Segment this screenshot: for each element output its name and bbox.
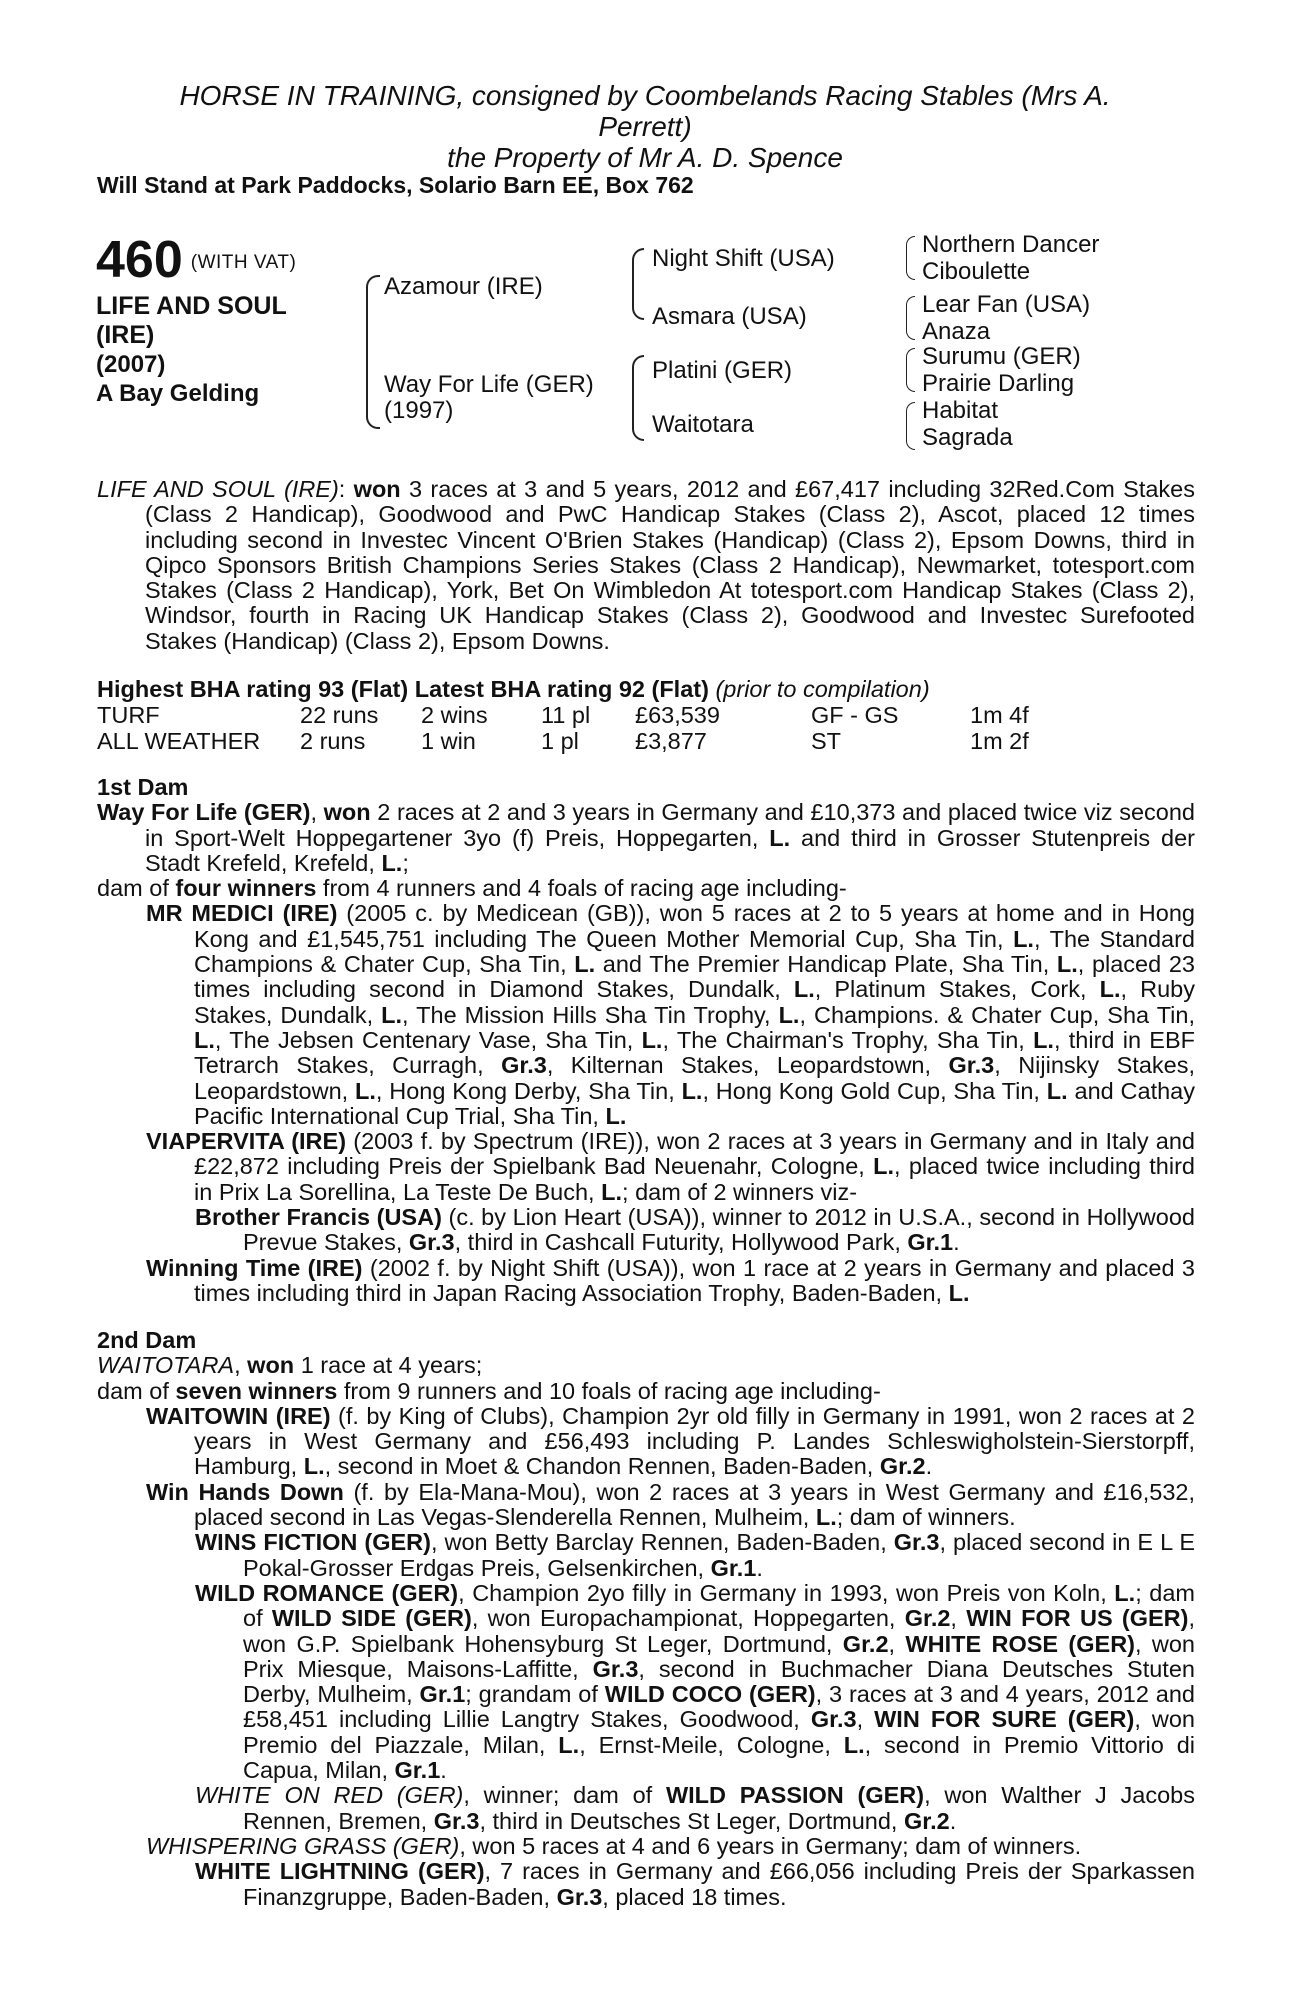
dam-year: (1997) <box>384 397 454 424</box>
text-run: . <box>953 1229 960 1256</box>
text-run: ; grandam of <box>465 1681 605 1708</box>
text-run: L. <box>194 1026 215 1053</box>
text-run: Gr.2 <box>842 1630 889 1657</box>
text-run: L. <box>681 1077 703 1104</box>
text-run: (f. by King of Clubs), Champion 2yr old filly in Germany in 1991, won 2 races at 2 years in West Germany and £56,493 including P. Landes Schleswigholstein-Sierstorpff, Hamburg, <box>194 1402 1195 1480</box>
pedigree-brace-sire <box>632 248 644 320</box>
gen3-4: Anaza <box>922 318 991 345</box>
horse-name-block <box>96 292 336 408</box>
text-run: Gr.3 <box>893 1529 940 1556</box>
text-run: L. <box>1114 1579 1136 1606</box>
horse-name-line-2: (IRE) <box>96 321 155 349</box>
text-run: L. <box>1056 951 1078 978</box>
bha-rating <box>97 677 1195 702</box>
progeny-viapervita <box>97 1129 1195 1205</box>
text-run: Gr.2 <box>903 1807 950 1834</box>
text-run: WINS FICTION (GER) <box>195 1529 431 1556</box>
gen3-6: Prairie Darling <box>922 370 1075 397</box>
text-run: WILD COCO (GER) <box>604 1681 816 1708</box>
text-run: from 9 runners and 10 foals of racing age including- <box>337 1377 881 1404</box>
text-run: L. <box>303 1453 325 1480</box>
text-run: ; dam of <box>243 1579 1195 1632</box>
race-record <box>97 477 1195 654</box>
text-run: . <box>440 1757 447 1784</box>
gen3-7: Habitat <box>922 397 999 424</box>
stats-prize: £3,877 <box>635 728 707 754</box>
gen3-8: Sagrada <box>922 424 1013 451</box>
progeny-white-lightning <box>97 1859 1195 1910</box>
progeny-wild-romance <box>97 1581 1195 1783</box>
progeny-brother-francis <box>97 1205 1195 1256</box>
text-run: . <box>756 1554 763 1581</box>
text-run: , 3 races at 3 and 4 years, 2012 and £58,451 including Lillie Langtry Stakes, Goodwood, <box>243 1681 1195 1733</box>
text-run: , won Walther J Jacobs Rennen, Bremen, <box>243 1782 1196 1834</box>
text-run: L. <box>641 1026 663 1053</box>
text-run: Gr.3 <box>408 1229 455 1256</box>
text-run: , 7 races in Germany and £66,056 including Preis der Sparkassen Finanzgruppe, Baden-Baden, <box>243 1858 1195 1910</box>
text-run: , second in Buchmacher Diana Deutsches Stuten Derby, Mulheim, <box>243 1655 1195 1708</box>
header-line-3: the Property of Mr A. D. Spence <box>447 142 843 173</box>
text-run: , Hong Kong Gold Cup, Sha Tin, <box>702 1077 1047 1104</box>
text-run: , placed 18 times. <box>602 1883 787 1910</box>
text-run: L. <box>1046 1077 1068 1104</box>
dam-sire: Platini (GER) <box>652 357 793 384</box>
text-run: (c. by Lion Heart (USA)), winner to 2012 in U.S.A., second in Hollywood Prevue Stakes, <box>243 1204 1195 1256</box>
text-run: Way For Life (GER) <box>97 799 311 826</box>
text-run: WHISPERING GRASS (GER) <box>146 1832 460 1859</box>
text-run: . <box>925 1453 933 1480</box>
text-run: Gr.3 <box>810 1706 857 1733</box>
text-run: L. <box>605 1102 627 1129</box>
text-run: L. <box>1099 976 1121 1003</box>
pedigree-brace-g3 <box>906 348 915 392</box>
text-run: , third in Deutsches St Leger, Dortmund, <box>479 1807 904 1834</box>
text-run: and third in Grosser Stutenpreis der Stadt Krefeld, Krefeld, <box>145 824 1195 876</box>
text-run: , won Betty Barclay Rennen, Baden-Baden, <box>430 1529 894 1556</box>
text-run: Gr.1 <box>710 1554 757 1581</box>
text-run: MR MEDICI (IRE) <box>146 900 338 927</box>
text-run: WILD PASSION (GER) <box>665 1782 925 1809</box>
progeny-win-hands-down <box>97 1480 1195 1531</box>
text-run: (2003 f. by Spectrum (IRE)), won 2 races at 3 years in Germany and in Italy and £22,872 including Preis der Spielbank Bad Neuenahr, Cologne, <box>194 1128 1195 1180</box>
record-text: 3 races at 3 and 5 years, 2012 and £67,417 including 32Red.Com Stakes (Class 2 Handicap), Goodwood and PwC Handicap Stakes (Class 2), Ascot, placed 12 times including second in Investec Vincent O'Brien Stakes (Handicap) (Class 2), Epsom Downs, third in Qipco Sponsors British Champions Series Stakes (Class 2 Handicap), Newmarket, totesport.com Stakes (Class 2 Handicap), York, Bet On Wimbledon At totesport.com Handicap Stakes (Class 2), Windsor, fourth in Racing UK Handicap Stakes (Class 2), Goodwood and Investec Surefooted Stakes (Handicap) (Class 2), Epsom Downs. <box>145 476 1195 654</box>
text-run: , second in Premio Vittorio di Capua, Milan, <box>243 1731 1196 1784</box>
rating-text: Highest BHA rating 93 (Flat) Latest BHA rating 92 (Flat) <box>97 676 709 702</box>
text-run: , placed twice including third in Prix La Sorellina, La Teste De Buch, <box>194 1153 1195 1205</box>
gen3-1: Northern Dancer <box>922 231 1100 258</box>
gen3-2: Ciboulette <box>922 258 1031 285</box>
text-run: , <box>888 1630 906 1657</box>
text-run: Gr.3 <box>948 1052 995 1079</box>
text-run: L. <box>1033 1026 1054 1053</box>
text-run: , Kilternan Stakes, Leopardstown, <box>546 1052 949 1079</box>
stats-distance: 1m 2f <box>970 728 1029 754</box>
text-run: Gr.1 <box>419 1681 466 1708</box>
stats-distance: 1m 4f <box>970 702 1029 728</box>
text-run: 1 race at 4 years; <box>294 1352 483 1379</box>
text-run: L. <box>815 1504 837 1531</box>
text-run: WHITE ROSE (GER) <box>905 1630 1136 1657</box>
text-run: and The Premier Handicap Plate, Sha Tin, <box>595 951 1057 978</box>
text-run: L. <box>558 1731 580 1758</box>
text-run: four winners <box>175 875 317 902</box>
text-run: , won 5 races at 4 and 6 years in Germany; dam of winners. <box>459 1832 1082 1859</box>
lot-number: 460 <box>96 231 183 289</box>
header-line-2: Perrett) <box>598 111 692 142</box>
progeny-whispering-grass <box>97 1834 1195 1859</box>
horse-name-line-1: LIFE AND SOUL <box>96 292 287 320</box>
second-dam-heading: 2nd Dam <box>97 1327 197 1353</box>
text-run: , Platinum Stakes, Cork, <box>814 976 1100 1003</box>
progeny-winning-time <box>97 1256 1195 1307</box>
text-run: (f. by Ela-Mana-Mou), won 2 races at 3 years in West Germany and £16,532, placed second in Las Vegas-Slenderella Rennen, Mulheim, <box>194 1478 1196 1531</box>
text-run: VIAPERVITA (IRE) <box>146 1128 347 1155</box>
stats-runs: 2 runs <box>300 728 366 754</box>
text-run: dam of <box>97 875 176 902</box>
text-run: , <box>856 1706 875 1733</box>
text-run: , <box>310 799 324 826</box>
stats-placed: 11 pl <box>541 702 591 728</box>
foaling-year: (2007) <box>96 351 166 378</box>
dam: Way For Life (GER) <box>384 371 594 398</box>
text-run: Gr.2 <box>879 1453 926 1480</box>
text-run: L. <box>948 1279 970 1306</box>
text-run: , winner; dam of <box>463 1782 666 1809</box>
pedigree-brace-dam <box>632 355 644 441</box>
progeny-waitowin <box>97 1404 1195 1480</box>
text-run: , won Premio del Piazzale, Milan, <box>243 1706 1196 1758</box>
text-run: , Champions. & Chater Cup, Sha Tin, <box>799 1001 1195 1028</box>
text-run: L. <box>381 849 403 876</box>
pedigree-brace-g2 <box>906 296 915 340</box>
text-run: Gr.3 <box>556 1883 603 1910</box>
text-run: , <box>234 1352 248 1379</box>
stats-surface: ALL WEATHER <box>97 728 261 754</box>
text-run: (2005 c. by Medicean (GB)), won 5 races at 2 to 5 years at home and in Hong Kong and £1,545,751 including The Queen Mother Memorial Cup, Sha Tin, <box>194 900 1195 952</box>
text-run: WAITOWIN (IRE) <box>146 1402 331 1429</box>
stats-going: GF - GS <box>811 702 899 728</box>
text-run: . <box>949 1807 957 1834</box>
dam-dam: Waitotara <box>652 411 754 438</box>
text-run: dam of <box>97 1377 176 1404</box>
text-run: , The Mission Hills Sha Tin Trophy, <box>402 1001 779 1028</box>
text-run: Gr.1 <box>907 1229 954 1256</box>
stats-wins: 1 win <box>421 728 476 754</box>
vat-note: (WITH VAT) <box>190 252 297 274</box>
text-run: from 4 runners and 4 foals of racing age including- <box>316 875 847 902</box>
text-run: , won G.P. Spielbank Hohensyburg St Leger, Dortmund, <box>243 1605 1195 1657</box>
text-run: WAITOTARA <box>97 1352 235 1379</box>
header-line-1: HORSE IN TRAINING, consigned by Coombelands Racing Stables (Mrs A. <box>179 80 1111 111</box>
text-run: won <box>247 1352 295 1379</box>
text-run: , Ernst-Meile, Cologne, <box>579 1731 844 1758</box>
first-dam-produce-summary <box>97 876 1195 901</box>
second-dam-section <box>97 1328 1195 1910</box>
stats-going: ST <box>811 728 842 754</box>
text-run: WHITE LIGHTNING (GER) <box>195 1858 485 1885</box>
stats-wins: 2 wins <box>421 702 488 728</box>
record-horse-name: LIFE AND SOUL (IRE) <box>97 476 339 502</box>
text-run: , won Prix Miesque, Maisons-Laffitte, <box>243 1630 1196 1682</box>
text-run: , <box>950 1605 967 1632</box>
stats-surface: TURF <box>97 702 160 728</box>
sire: Azamour (IRE) <box>384 273 543 300</box>
first-dam-heading: 1st Dam <box>97 774 189 800</box>
sire-sire: Night Shift (USA) <box>652 245 835 272</box>
record-won: won <box>353 476 401 502</box>
text-run: , The Jebsen Centenary Vase, Sha Tin, <box>214 1026 642 1053</box>
text-run: Brother Francis (USA) <box>195 1204 442 1231</box>
horse-description: A Bay Gelding <box>96 380 260 407</box>
text-run: L. <box>793 976 815 1003</box>
text-run: L. <box>381 1001 403 1028</box>
text-run: Gr.3 <box>501 1052 547 1079</box>
lot-number-block <box>96 231 297 289</box>
record-sep: : <box>338 476 354 502</box>
gen3-5: Surumu (GER) <box>922 343 1081 370</box>
text-run: Gr.1 <box>394 1757 441 1784</box>
text-run: , third in EBF Tetrarch Stakes, Curragh, <box>194 1026 1195 1079</box>
pedigree-brace-g4 <box>906 402 915 450</box>
stats-placed: 1 pl <box>541 728 579 754</box>
text-run: L. <box>1013 925 1034 952</box>
gen3-3: Lear Fan (USA) <box>922 291 1091 318</box>
progeny-mr-medici <box>97 901 1195 1129</box>
text-run: L. <box>873 1153 895 1180</box>
text-run: , Ruby Stakes, Dundalk, <box>194 976 1195 1028</box>
text-run: Gr.2 <box>904 1605 951 1632</box>
stats-table <box>97 702 1097 754</box>
text-run: WILD SIDE (GER) <box>271 1605 472 1632</box>
second-dam-record <box>97 1353 1195 1378</box>
text-run: L. <box>778 1001 800 1028</box>
text-run: ; dam of 2 winners viz- <box>622 1178 858 1205</box>
text-run: WHITE ON RED (GER) <box>195 1782 464 1809</box>
first-dam-section <box>97 775 1195 1306</box>
text-run: , won Europachampionat, Hoppegarten, <box>471 1605 905 1632</box>
stats-prize: £63,539 <box>635 702 720 728</box>
text-run: WILD ROMANCE (GER) <box>195 1579 459 1606</box>
pedigree-brace-g1 <box>906 236 915 280</box>
text-run: L. <box>601 1178 623 1205</box>
text-run: 2 races at 2 and 3 years in Germany and £10,373 and placed twice viz second in Sport-Welt Hoppegartener 3yo (f) Preis, Hoppegarten, <box>145 799 1195 851</box>
progeny-white-on-red <box>97 1783 1195 1834</box>
stats-runs: 22 runs <box>300 702 379 728</box>
text-run: (2002 f. by Night Shift (USA)), won 1 race at 2 years in Germany and placed 3 times including third in Japan Racing Association Trophy, Baden-Baden, <box>194 1254 1196 1306</box>
text-run: L. <box>354 1077 376 1104</box>
text-run: L. <box>574 951 596 978</box>
text-run: , placed second in E L E Pokal-Grosser Erdgas Preis, Gelsenkirchen, <box>243 1529 1195 1581</box>
stand-location: Will Stand at Park Paddocks, Solario Barn EE, Box 762 <box>97 172 694 198</box>
text-run: won <box>323 799 371 826</box>
rating-note: (prior to compilation) <box>708 676 930 702</box>
text-run: , The Chairman's Trophy, Sha Tin, <box>662 1026 1034 1053</box>
text-run: , The Standard Champions & Chater Cup, Sha Tin, <box>194 925 1195 978</box>
text-run: ; dam of winners. <box>836 1504 1016 1531</box>
text-run: , second in Moet & Chandon Rennen, Baden-Baden, <box>324 1453 880 1480</box>
text-run: ; <box>402 849 409 876</box>
text-run: Gr.3 <box>592 1655 639 1682</box>
text-run: WIN FOR US (GER) <box>966 1605 1189 1632</box>
text-run: , placed 23 times including second in Diamond Stakes, Dundalk, <box>194 951 1195 1003</box>
text-run: , third in Cashcall Futurity, Hollywood Park, <box>454 1229 908 1256</box>
text-run: seven winners <box>175 1377 338 1404</box>
text-run: , Nijinsky Stakes, Leopardstown, <box>194 1052 1195 1104</box>
text-run: WIN FOR SURE (GER) <box>874 1706 1135 1733</box>
sire-dam: Asmara (USA) <box>652 303 807 330</box>
text-run: , Champion 2yo filly in Germany in 1993, won Preis von Koln, <box>458 1579 1115 1606</box>
text-run: and Cathay Pacific International Cup Trial, Sha Tin, <box>194 1077 1195 1129</box>
text-run: L. <box>769 824 791 851</box>
text-run: Winning Time (IRE) <box>146 1254 363 1281</box>
first-dam-record <box>97 800 1195 876</box>
progeny-wins-fiction <box>97 1530 1195 1581</box>
text-run: Gr.3 <box>433 1807 480 1834</box>
text-run: Win Hands Down <box>146 1478 344 1505</box>
text-run: , Hong Kong Derby, Sha Tin, <box>375 1077 682 1104</box>
pedigree-brace-main <box>366 275 380 429</box>
second-dam-produce-summary <box>97 1379 1195 1404</box>
text-run: L. <box>843 1731 865 1758</box>
